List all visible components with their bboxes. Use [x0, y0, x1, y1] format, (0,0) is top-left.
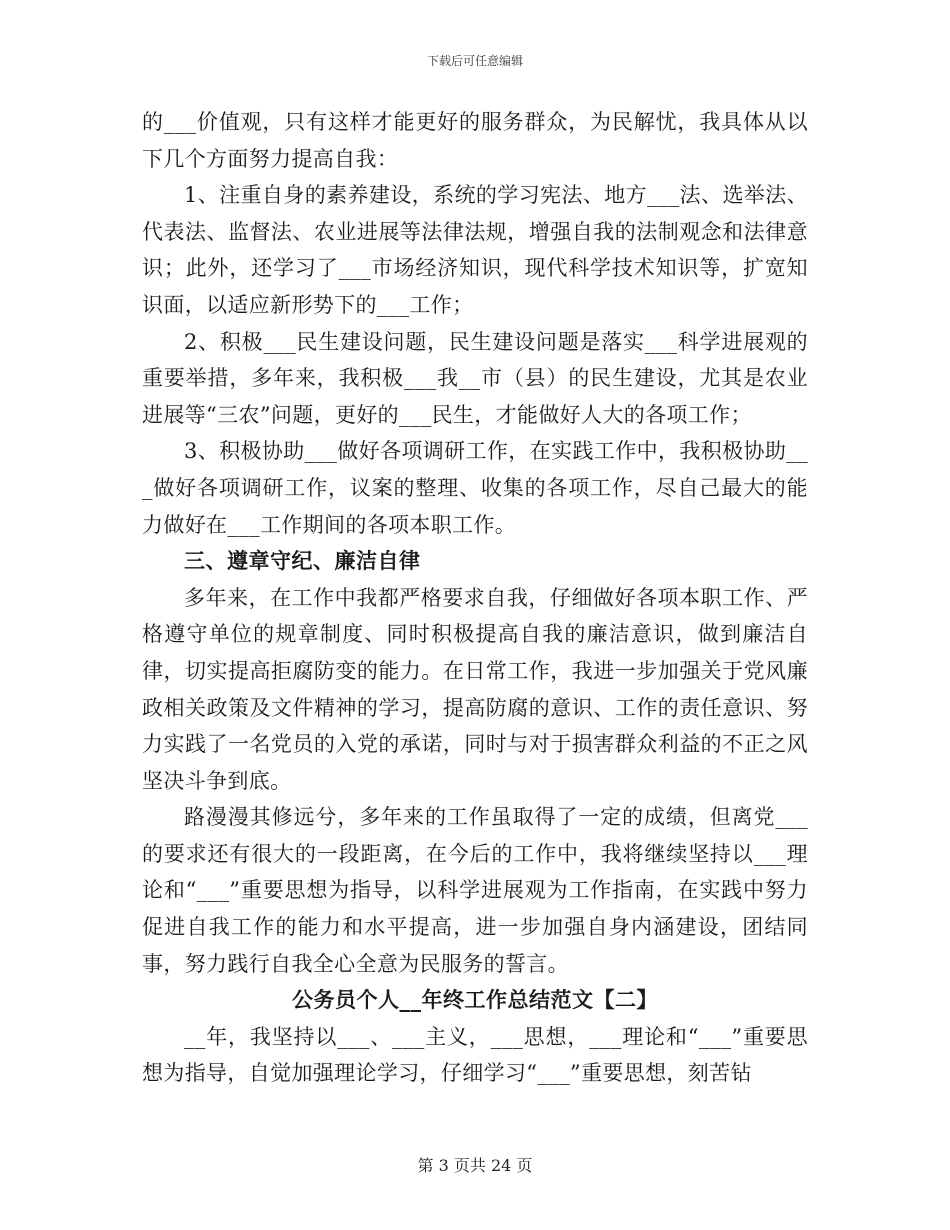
document-body: [142, 104, 808, 1092]
paragraph-doc2-intro: __年，我坚持以___、___主义，___思想，___理论和“___”重要思想为指导，自觉加强理论学习，仔细学习“___”重要思想，刻苦钻: [142, 1024, 808, 1086]
page-header: 下载后可任意编辑: [426, 54, 523, 68]
paragraph-conclusion: 路漫漫其修远兮，多年来的工作虽取得了一定的成绩，但离党___的要求还有很大的一段距离，在今后的工作中，我将继续坚持以___理论和“___”重要思想为指导，以科学进展观为工作指南，在实践中努力促进自我工作的能力和水平提高，进一步加强自身内涵建设，团结同事，努力践行自我全心全意为民服务的誓言。: [142, 805, 808, 976]
paragraph-continuation: 的___价值观，只有这样才能更好的服务群众，为民解忧，我具体从以下几个方面努力提高自我：: [142, 110, 808, 171]
paragraph-item-3: 3、积极协助___做好各项调研工作，在实践工作中，我积极协助___做好各项调研工作，议案的整理、收集的各项工作，尽自己最大的能力做好在___工作期间的各项本职工作。: [142, 439, 808, 537]
paragraph-item-2: 2、积极___民生建设问题，民生建设问题是落实___科学进展观的重要举措，多年来，我积极___我__市（县）的民生建设，尤其是农业进展等“三农”问题，更好的___民生，才能做好人大的各项工作；: [142, 329, 808, 427]
section-heading-3: 三、遵章守纪、廉洁自律: [184, 548, 421, 574]
paragraph-discipline: 多年来，在工作中我都严格要求自我，仔细做好各项本职工作、严格遵守单位的规章制度、同时积极提高自我的廉洁意识，做到廉洁自律，切实提高拒腐防变的能力。在日常工作，我进一步加强关于党风廉政相关政策及文件精神的学习，提高防腐的意识、工作的责任意识、努力实践了一名党员的入党的承诺，同时与对于损害群众利益的不正之风坚决斗争到底。: [142, 585, 808, 793]
document-title-2: 公务员个人__年终工作总结范文【二】: [292, 987, 658, 1013]
paragraph-item-1: 1、注重自身的素养建设，系统的学习宪法、地方___法、选举法、代表法、监督法、农业进展等法律法规，增强自我的法制观念和法律意识；此外，还学习了___市场经济知识，现代科学技术知识等，扩宽知识面，以适应新形势下的___工作；: [142, 183, 808, 317]
page-footer: 第 3 页共 24 页: [417, 1156, 533, 1175]
